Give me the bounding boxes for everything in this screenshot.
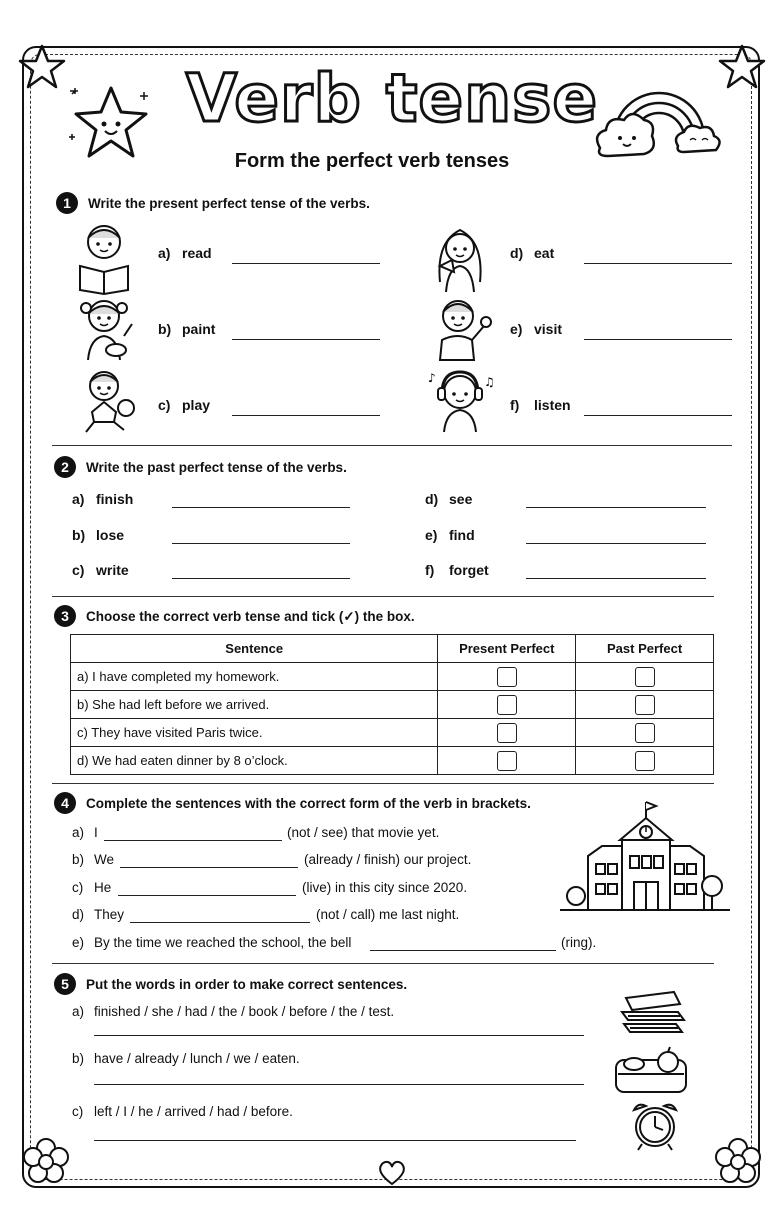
item-letter: e) bbox=[510, 321, 523, 337]
section-instruction: Put the words in order to make correct sentences. bbox=[86, 977, 408, 992]
table-header-row bbox=[71, 635, 714, 663]
alarm-clock-icon bbox=[630, 1100, 680, 1152]
section-instruction: Choose the correct verb tense and tick (✓) the box. bbox=[86, 609, 415, 624]
present-perfect-checkbox[interactable] bbox=[497, 695, 517, 715]
answer-line[interactable] bbox=[232, 415, 380, 416]
item-letter: a) bbox=[72, 825, 85, 840]
verb-label: forget bbox=[449, 562, 489, 578]
answer-line[interactable] bbox=[130, 922, 310, 923]
section-divider bbox=[52, 445, 732, 446]
answer-line[interactable] bbox=[526, 578, 706, 579]
sentence-cell: d) We had eaten dinner by 8 o’clock. bbox=[71, 747, 438, 775]
section-instruction: Write the present perfect tense of the verbs. bbox=[88, 196, 370, 211]
books-icon bbox=[616, 984, 688, 1038]
word-prompt: have / already / lunch / we / eaten. bbox=[94, 1051, 300, 1066]
section-divider bbox=[52, 783, 714, 784]
svg-text:♫: ♫ bbox=[484, 375, 495, 389]
verb-label: finish bbox=[96, 491, 134, 507]
item-letter: a) bbox=[158, 245, 171, 261]
answer-line[interactable] bbox=[584, 415, 732, 416]
table-row bbox=[71, 747, 714, 775]
sentence-end: (not / see) that movie yet. bbox=[287, 825, 440, 840]
verb-label: visit bbox=[534, 321, 563, 337]
item-letter: f) bbox=[425, 562, 435, 578]
answer-line[interactable] bbox=[232, 263, 380, 264]
item-letter: b) bbox=[72, 527, 86, 543]
past-perfect-checkbox[interactable] bbox=[635, 723, 655, 743]
section-instruction: Complete the sentences with the correct form of the verb in brackets. bbox=[86, 796, 531, 811]
sentence-start: I bbox=[94, 825, 98, 840]
answer-line[interactable] bbox=[584, 263, 732, 264]
item-letter: a) bbox=[72, 1004, 85, 1019]
sentence-end: (live) in this city since 2020. bbox=[302, 880, 468, 895]
sentence-end: (not / call) me last night. bbox=[316, 907, 460, 922]
section-divider bbox=[52, 596, 714, 597]
column-header: Present Perfect bbox=[438, 635, 576, 663]
item-letter: c) bbox=[158, 397, 171, 413]
answer-line[interactable] bbox=[584, 339, 732, 340]
item-letter: d) bbox=[510, 245, 524, 261]
item-letter: f) bbox=[510, 397, 520, 413]
page-subtitle: Form the perfect verb tenses bbox=[234, 150, 510, 172]
school-building-icon bbox=[560, 800, 730, 916]
sentence-start: We bbox=[94, 852, 115, 867]
section-number: 5 bbox=[54, 973, 76, 995]
item-letter: b) bbox=[72, 852, 85, 867]
verb-label: read bbox=[182, 245, 212, 261]
verb-label: lose bbox=[96, 527, 125, 543]
column-header: Sentence bbox=[71, 635, 438, 663]
section-instruction: Write the past perfect tense of the verbs. bbox=[86, 460, 347, 475]
page-title: Verb tense bbox=[185, 60, 599, 137]
section-number: 2 bbox=[54, 456, 76, 478]
answer-line[interactable] bbox=[232, 339, 380, 340]
verb-label: find bbox=[449, 527, 475, 543]
section-number: 4 bbox=[54, 792, 76, 814]
answer-line[interactable] bbox=[94, 1084, 584, 1085]
girl-painting-icon bbox=[76, 296, 136, 362]
sentence-cell: b) She had left before we arrived. bbox=[71, 691, 438, 719]
lunchbox-icon bbox=[612, 1044, 690, 1096]
flower-icon bbox=[712, 1136, 764, 1188]
present-perfect-checkbox[interactable] bbox=[497, 667, 517, 687]
girl-headphones-icon bbox=[426, 368, 494, 434]
answer-line[interactable] bbox=[94, 1140, 576, 1141]
verb-label: listen bbox=[534, 397, 571, 413]
word-prompt: finished / she / had / the / book / before / the / test. bbox=[94, 1004, 395, 1019]
verb-label: paint bbox=[182, 321, 216, 337]
past-perfect-checkbox[interactable] bbox=[635, 667, 655, 687]
item-letter: b) bbox=[72, 1051, 85, 1066]
answer-line[interactable] bbox=[526, 543, 706, 544]
sentence-cell: a) I have completed my homework. bbox=[71, 663, 438, 691]
answer-line[interactable] bbox=[172, 543, 350, 544]
item-letter: c) bbox=[72, 562, 85, 578]
table-row bbox=[71, 663, 714, 691]
answer-line[interactable] bbox=[370, 950, 556, 951]
verb-label: play bbox=[182, 397, 211, 413]
heart-icon bbox=[378, 1160, 406, 1186]
present-perfect-checkbox[interactable] bbox=[497, 723, 517, 743]
item-letter: e) bbox=[425, 527, 438, 543]
item-letter: d) bbox=[72, 907, 85, 922]
answer-line[interactable] bbox=[118, 895, 296, 896]
verb-label: eat bbox=[534, 245, 555, 261]
sentence-start: By the time we reached the school, the bell bbox=[94, 935, 352, 950]
item-letter: d) bbox=[425, 491, 439, 507]
answer-line[interactable] bbox=[104, 840, 282, 841]
sentence-end: (ring). bbox=[561, 935, 597, 950]
answer-line[interactable] bbox=[120, 867, 298, 868]
sentence-start: They bbox=[94, 907, 125, 922]
past-perfect-checkbox[interactable] bbox=[635, 695, 655, 715]
past-perfect-checkbox[interactable] bbox=[635, 751, 655, 771]
word-prompt: left / I / he / arrived / had / before. bbox=[94, 1104, 293, 1119]
item-letter: a) bbox=[72, 491, 85, 507]
present-perfect-checkbox[interactable] bbox=[497, 751, 517, 771]
sentence-start: He bbox=[94, 880, 112, 895]
sentence-end: (already / finish) our project. bbox=[304, 852, 472, 867]
answer-line[interactable] bbox=[172, 507, 350, 508]
verb-label: write bbox=[96, 562, 129, 578]
section-number: 3 bbox=[54, 605, 76, 627]
answer-line[interactable] bbox=[94, 1035, 584, 1036]
boy-waving-icon bbox=[432, 296, 492, 362]
answer-line[interactable] bbox=[172, 578, 350, 579]
girl-eating-icon bbox=[430, 222, 490, 294]
column-header: Past Perfect bbox=[576, 635, 714, 663]
svg-text:♪: ♪ bbox=[428, 371, 436, 385]
kid-reading-icon bbox=[76, 222, 132, 294]
item-letter: e) bbox=[72, 935, 85, 950]
section-number: 1 bbox=[56, 192, 78, 214]
answer-line[interactable] bbox=[526, 507, 706, 508]
tense-table bbox=[70, 634, 714, 775]
section-divider bbox=[52, 963, 714, 964]
item-letter: c) bbox=[72, 880, 84, 895]
table-row bbox=[71, 691, 714, 719]
item-letter: b) bbox=[158, 321, 172, 337]
sentence-cell: c) They have visited Paris twice. bbox=[71, 719, 438, 747]
verb-label: see bbox=[449, 491, 473, 507]
table-row bbox=[71, 719, 714, 747]
flower-icon bbox=[20, 1136, 72, 1188]
item-letter: c) bbox=[72, 1104, 84, 1119]
boy-playing-icon bbox=[76, 368, 138, 434]
